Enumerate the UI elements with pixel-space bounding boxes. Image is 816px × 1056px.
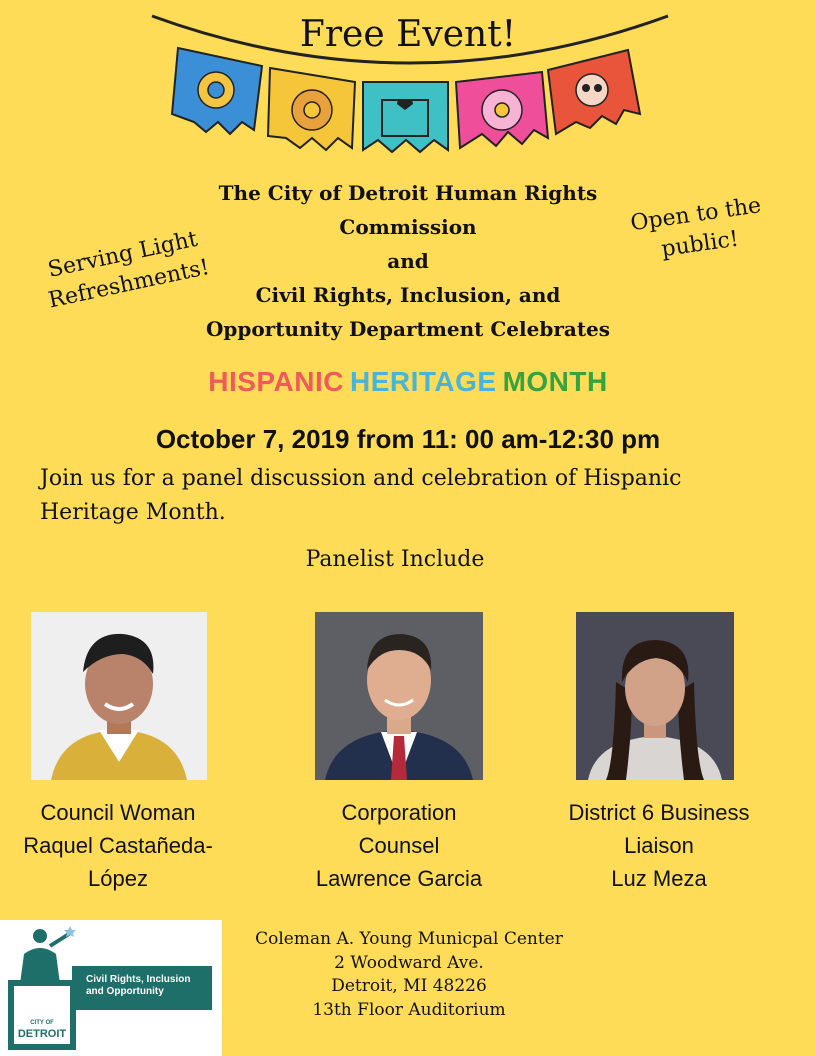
banner-flag-pink — [456, 72, 548, 148]
panelist-line: Corporation — [341, 800, 457, 825]
address-line: 2 Woodward Ave. — [334, 952, 484, 973]
panelist-line: Council Woman — [40, 800, 196, 825]
address-line: Detroit, MI 48226 — [331, 976, 487, 996]
heritage-word-hispanic: HISPANIC — [208, 366, 344, 397]
title-line: Civil Rights, Inclusion, and — [255, 283, 561, 307]
panelist-caption-luz — [546, 796, 772, 895]
title-line: Commission — [339, 215, 477, 239]
spirit-of-detroit-icon — [10, 924, 80, 988]
panelist-line: López — [88, 866, 148, 891]
panelist-line: Luz Meza — [611, 866, 707, 891]
panelist-line: Lawrence Garcia — [315, 866, 483, 891]
banner-flag-yellow — [268, 68, 355, 150]
title-line: Opportunity Department Celebrates — [205, 317, 611, 341]
heritage-word-month: MONTH — [502, 366, 608, 397]
banner-flag-blue — [172, 48, 262, 134]
event-address — [236, 928, 582, 1022]
panelist-line: Counsel — [358, 833, 440, 858]
free-event-heading: Free Event! — [299, 14, 517, 55]
heritage-word-heritage: HERITAGE — [349, 366, 497, 397]
serving-refreshments-note: Serving Light Refreshments! — [45, 226, 212, 314]
event-description: Join us for a panel discussion and celebration of Hispanic Heritage Month. — [40, 466, 682, 525]
panelist-photo-luz — [576, 612, 734, 780]
title-line: and — [387, 249, 429, 273]
banner-flag-red — [548, 50, 640, 134]
address-line: Coleman A. Young Municpal Center — [255, 929, 563, 949]
panelist-line: Raquel Castañeda- — [23, 833, 213, 858]
panelist-line: District 6 Business — [568, 800, 750, 825]
hispanic-heritage-month-heading — [0, 366, 816, 398]
logo-detroit: DETROIT — [17, 1028, 67, 1040]
event-title — [200, 176, 616, 346]
banner-flag-teal — [363, 82, 448, 152]
title-line: The City of Detroit Human Rights — [218, 181, 598, 205]
panelist-photo-lawrence — [315, 612, 483, 780]
panelist-photo-raquel — [31, 612, 207, 780]
logo-city-of: CITY OF — [30, 1020, 54, 1026]
panelist-caption-lawrence — [290, 796, 508, 895]
logo-text: Civil Rights, Inclusion and Opportunity — [86, 974, 191, 997]
logo-badge — [8, 980, 76, 1050]
panelist-caption-raquel — [0, 796, 236, 895]
open-to-public-note: Open to the public! — [629, 193, 763, 263]
detroit-crio-logo — [0, 920, 222, 1056]
event-date: October 7, 2019 from 11: 00 am-12:30 pm — [155, 424, 661, 454]
address-line: 13th Floor Auditorium — [312, 999, 506, 1020]
panelist-heading: Panelist Include — [305, 547, 485, 572]
panelist-line: Liaison — [624, 833, 694, 858]
